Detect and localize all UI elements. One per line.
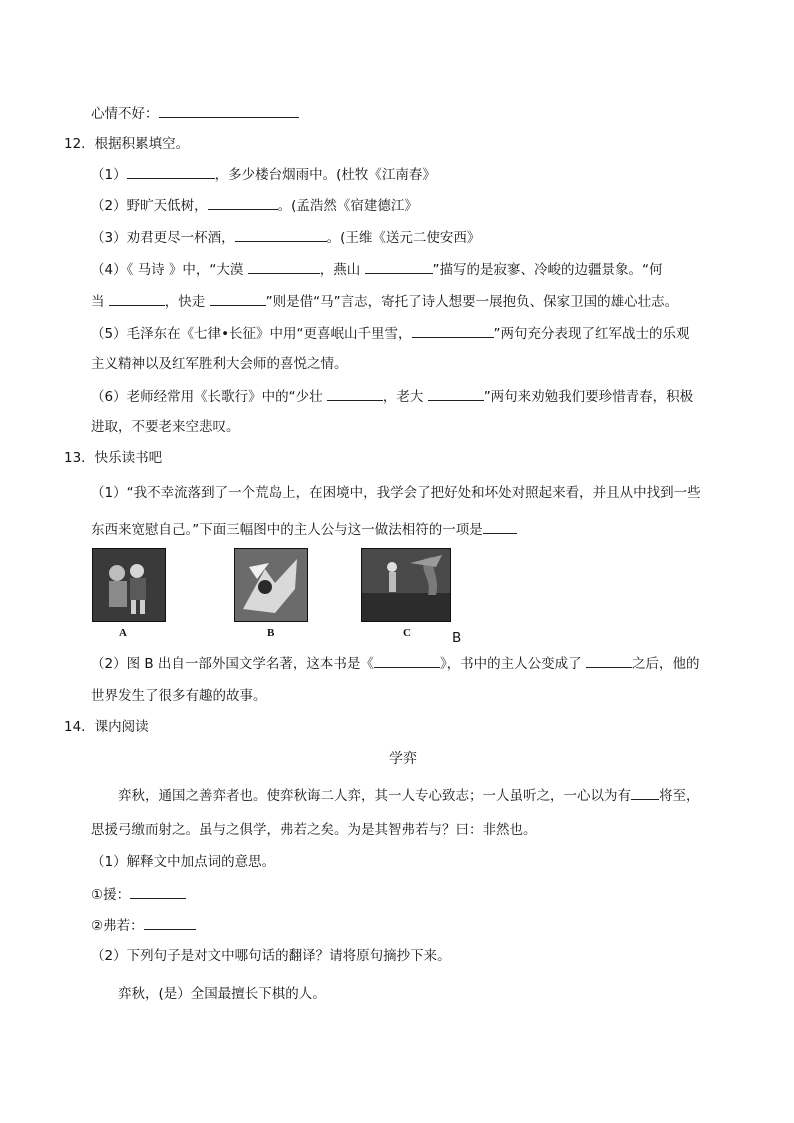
- q12-item-4-text-a: （4）《 马诗 》中，“大漠: [91, 262, 244, 278]
- q12-item-2-pre: （2）野旷天低树，: [91, 198, 208, 214]
- mood-bad-line: [91, 103, 299, 124]
- answer-blank[interactable]: [586, 653, 632, 668]
- q14-sub-1-item-1-label: ①援：: [91, 887, 131, 903]
- q12-item-4-line-1: [91, 259, 663, 280]
- q12-item-5-text-b: ”两句充分表现了红军战士的乐观: [493, 326, 690, 342]
- q12-item-3-post: 。(王维《送元二使安西》: [326, 230, 481, 246]
- q13-answer: B: [452, 630, 462, 646]
- q14-sub-1-item-1: [91, 884, 186, 905]
- q14-sub-1-item-2: [91, 915, 196, 936]
- q12-item-6-line-1: [91, 386, 693, 407]
- picture-a-illustration: [93, 549, 165, 621]
- q12-item-3: [91, 227, 480, 248]
- q12-item-1-post: ，多少楼台烟雨中。(杜牧《江南春》: [214, 167, 436, 183]
- answer-blank[interactable]: [159, 103, 299, 118]
- q13-item-2-text-b: 》，书中的主人公变成了: [439, 656, 582, 672]
- q12-item-6-text-b: ，老大: [382, 389, 424, 405]
- q12-item-5-text-a: （5）毛泽东在《七律•长征》中用“更喜岷山千里雪，: [91, 326, 412, 342]
- answer-blank[interactable]: [210, 291, 266, 306]
- picture-b: [234, 548, 308, 622]
- answer-blank[interactable]: [327, 386, 383, 401]
- picture-c-label: C: [403, 627, 411, 639]
- picture-c-illustration: [362, 549, 450, 621]
- answer-blank[interactable]: [631, 785, 659, 800]
- q12-heading: 12．根据积累填空。: [64, 136, 190, 152]
- q13-heading: 13．快乐读书吧: [64, 450, 163, 466]
- q12-item-4-text-d: 当: [91, 294, 105, 310]
- q13-item-2-text-c: 之后，他的: [631, 656, 700, 672]
- picture-a: [92, 548, 166, 622]
- answer-blank[interactable]: [208, 195, 278, 210]
- translation-sentence: 弈秋，(是）全国最擅长下棋的人。: [118, 986, 326, 1002]
- answer-blank[interactable]: [127, 164, 215, 179]
- picture-a-label: A: [119, 627, 127, 639]
- q12-item-1-pre: （1）: [91, 167, 127, 183]
- passage-text-a: 弈秋，通国之善弈者也。使弈秋诲二人弈，其一人专心致志；一人虽听之，一心以为有: [118, 788, 631, 804]
- picture-b-label: B: [267, 627, 275, 639]
- q12-item-4-text-c: ”描写的是寂寥、冷峻的边疆景象。“何: [432, 262, 663, 278]
- q14-sub-2: （2）下列句子是对文中哪句话的翻译？请将原句摘抄下来。: [91, 948, 451, 964]
- answer-blank[interactable]: [483, 519, 517, 534]
- answer-blank[interactable]: [374, 653, 440, 668]
- picture-b-illustration: [235, 549, 307, 621]
- q13-item-2-line-2: 世界发生了很多有趣的故事。: [91, 688, 267, 704]
- passage-title: 学弈: [389, 751, 417, 767]
- answer-blank[interactable]: [428, 386, 484, 401]
- passage-text-b: 将至，: [659, 788, 700, 804]
- answer-blank[interactable]: [365, 259, 433, 274]
- q12-item-5-line-1: [91, 323, 690, 344]
- q12-item-4-text-b: ，燕山: [319, 262, 361, 278]
- q12-item-4-line-2: [91, 291, 678, 312]
- q12-item-5-line-2: 主义精神以及红军胜利大会师的喜悦之情。: [91, 356, 348, 372]
- q12-item-2: [91, 195, 418, 216]
- q13-item-1-line-1: （1）“我不幸流落到了一个荒岛上，在困境中，我学会了把好处和坏处对照起来看，并且从中找到一些: [91, 485, 701, 501]
- q14-heading: 14．课内阅读: [64, 719, 149, 735]
- answer-blank[interactable]: [109, 291, 165, 306]
- q12-item-6-line-2: 进取，不要老来空悲叹。: [91, 419, 240, 435]
- passage-line-2: 思援弓缴而射之。虽与之俱学，弗若之矣。为是其智弗若与？曰：非然也。: [91, 822, 537, 838]
- q12-item-4-text-e: ，快走: [164, 294, 206, 310]
- q13-item-1-text: 东西来宽慰自己。”下面三幅图中的主人公与这一做法相符的一项是: [91, 522, 483, 538]
- answer-blank[interactable]: [235, 227, 327, 242]
- picture-c: [361, 548, 451, 622]
- answer-blank[interactable]: [412, 323, 494, 338]
- q14-sub-1-item-2-label: ②弗若：: [91, 918, 144, 934]
- q13-item-1-line-2: [91, 519, 517, 540]
- answer-blank[interactable]: [144, 915, 196, 930]
- answer-blank[interactable]: [130, 884, 186, 899]
- answer-blank[interactable]: [248, 259, 320, 274]
- passage-line-1: [118, 785, 700, 806]
- q14-sub-1: （1）解释文中加点词的意思。: [91, 854, 276, 870]
- q12-item-1: [91, 164, 436, 185]
- mood-bad-label: 心情不好：: [91, 106, 159, 122]
- q12-item-6-text-a: （6）老师经常用《长歌行》中的“少壮: [91, 389, 323, 405]
- q12-item-2-post: 。(孟浩然《宿建德江》: [277, 198, 418, 214]
- q12-item-6-text-c: ”两句来劝勉我们要珍惜青春，积极: [483, 389, 694, 405]
- q13-item-2-text-a: （2）图 B 出自一部外国文学名著，这本书是《: [91, 656, 374, 672]
- q12-item-4-text-f: ”则是借“马”言志，寄托了诗人想要一展抱负、保家卫国的雄心壮志。: [265, 294, 679, 310]
- q13-item-2-line-1: [91, 653, 699, 674]
- q12-item-3-pre: （3）劝君更尽一杯酒，: [91, 230, 235, 246]
